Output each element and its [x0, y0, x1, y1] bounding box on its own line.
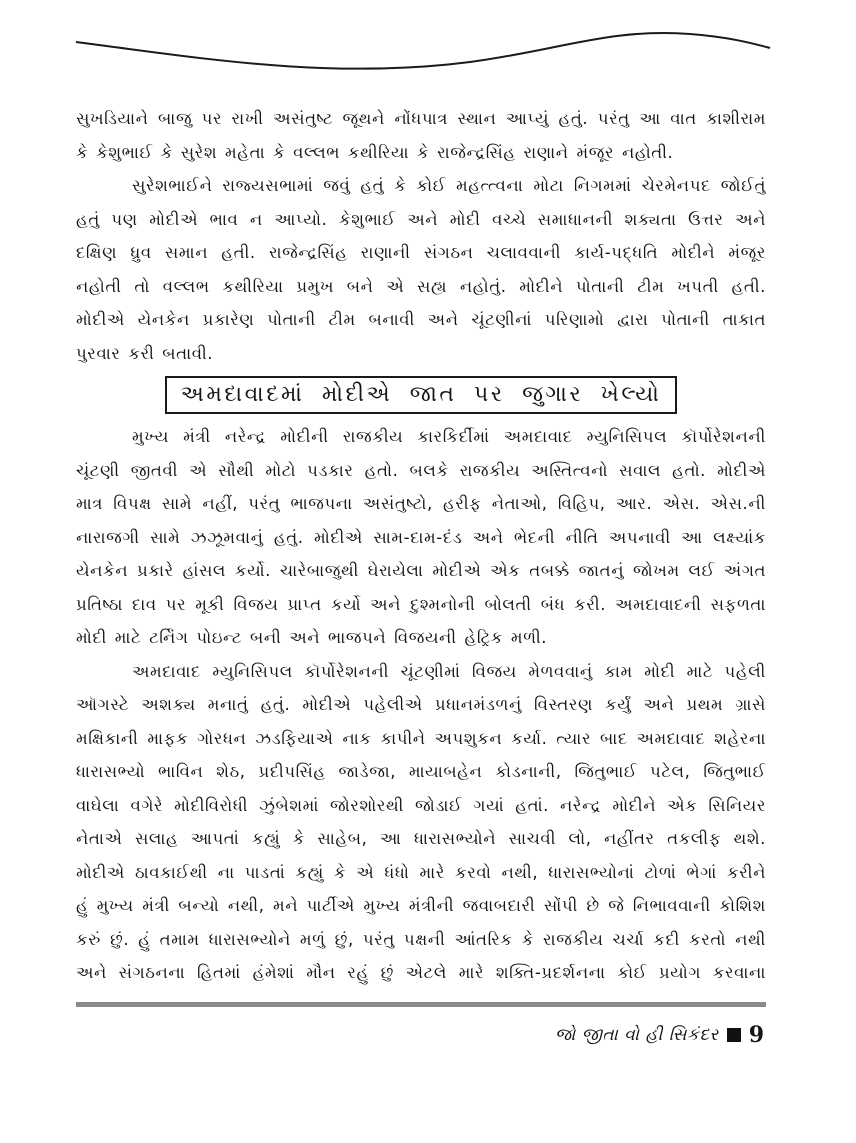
text-line: પુરવાર કરી બતાવી. — [76, 343, 214, 363]
black-square-icon — [727, 1028, 741, 1042]
text-line: અને સંગઠનના હિતમાં હંમેશાં મૌન રહું છું એટલે મારે શક્તિ-પ્રદર્શનના કોઈ પ્રયોગ કરવાના — [76, 963, 766, 982]
text-line: નહોતી તો વલ્લભ કથીરિયા પ્રમુખ બને એ સહ્ય નહોતું. મોદીને પોતાની ટીમ ખપતી હતી. — [76, 276, 766, 296]
text-line: હતું પણ મોદીએ ભાવ ન આપ્યો. કેશુભાઈ અને મોદી વચ્ચે સમાધાનની શક્યતા ઉત્તર અને — [76, 209, 766, 229]
decorative-wave-divider — [0, 0, 856, 100]
text-line: વાઘેલા વગેરે મોદીવિરોધી ઝુંબેશમાં જોરશોરથી જોડાઈ ગયાં હતાં. નરેન્દ્ર મોદીને એક સિનિયર — [76, 795, 766, 815]
section-heading-wrap — [76, 376, 766, 414]
page-body — [76, 102, 766, 990]
text-line: મક્ષિકાની માફક ગોરધન ઝડફિયાએ નાક કાપીને અપશુકન કર્યા. ત્યાર બાદ અમદાવાદ શહેરના — [76, 728, 766, 748]
footer-divider — [76, 1002, 766, 1007]
text-line: કરું છું. હું તમામ ધારાસભ્યોને મળું છું, પરંતુ પક્ષની આંતરિક કે રાજકીય ચર્ચા કદી કરતો નથી — [76, 929, 766, 949]
paragraph-3 — [76, 420, 766, 655]
text-line: દક્ષિણ ધ્રુવ સમાન હતી. રાજેન્દ્રસિંહ રાણાની સંગઠન ચલાવવાની કાર્ય-પદ્ધતિ મોદીને મંજૂર — [76, 243, 766, 262]
text-line: નારાજગી સામે ઝઝૂમવાનું હતું. મોદીએ સામ-દામ-દંડ અને ભેદની નીતિ અપનાવી આ લક્ષ્યાંક — [76, 527, 766, 547]
text-line: સુરેશભાઈને રાજ્યસભામાં જવું હતું કે કોઈ મહત્ત્વના મોટા નિગમમાં ચેરમેનપદ જોઈતું — [132, 176, 766, 195]
text-line: પ્રતિષ્ઠા દાવ પર મૂકી વિજય પ્રાપ્ત કર્યો અને દુશ્મનોની બોલતી બંધ કરી. અમદાવાદની સફળતા — [76, 594, 766, 614]
text-line: ધારાસભ્યો ભાવિન શેઠ, પ્રદીપસિંહ જાડેજા, માયાબહેન કોડનાની, જિતુભાઈ પટેલ, જિતુભાઈ — [76, 762, 766, 781]
text-line: માત્ર વિપક્ષ સામે નહીં, પરંતુ ભાજપના અસંતુષ્ટો, હરીફ નેતાઓ, વિહિપ, આર. એસ. એસ.ની — [76, 494, 766, 513]
text-line: ઑગસ્ટે અશક્ય મનાતું હતું. મોદીએ પહેલીએ પ્રધાનમંડળનું વિસ્તરણ કર્યું અને પ્રથમ ગ્રાસે — [76, 695, 766, 714]
paragraph-1 — [76, 102, 766, 169]
text-line: હું મુખ્ય મંત્રી બન્યો નથી, મને પાર્ટીએ મુખ્ય મંત્રીની જવાબદારી સોંપી છે જે નિભાવવાની કોશિશ — [76, 896, 766, 915]
text-line: નેતાએ સલાહ આપતાં કહ્યું કે સાહેબ, આ ધારાસભ્યોને સાચવી લો, નહીંતર તકલીફ થશે. — [76, 829, 766, 848]
book-title: જો જીતા વો હી સિકંદર — [554, 1025, 719, 1045]
text-line: અમદાવાદ મ્યુનિસિપલ કૉર્પોરેશનની ચૂંટણીમાં વિજય મેળવવાનું કામ મોદી માટે પહેલી — [132, 661, 766, 681]
paragraph-4 — [76, 655, 766, 990]
text-line: યેનકેન પ્રકારે હાંસલ કર્યો. ચારેબાજુથી ઘેરાયેલા મોદીએ એક તબક્કે જાતનું જોખમ લઈ અંગત — [76, 561, 766, 580]
section-heading: અમદાવાદમાં મોદીએ જાત પર જુગાર ખેલ્યો — [165, 376, 678, 414]
text-line: કે કેશુભાઈ કે સુરેશ મહેતા કે વલ્લભ કથીરિયા કે રાજેન્દ્રસિંહ રાણાને મંજૂર નહોતી. — [76, 142, 674, 162]
text-line: મોદી માટે ટર્નિંગ પોઇન્ટ બની અને ભાજપને વિજયની હેટ્રિક મળી. — [76, 628, 548, 647]
paragraph-2 — [76, 169, 766, 370]
text-line: મોદીએ યેનકેન પ્રકારેણ પોતાની ટીમ બનાવી અને ચૂંટણીનાં પરિણામો દ્વારા પોતાની તાકાત — [76, 310, 766, 329]
text-line: મુખ્ય મંત્રી નરેન્દ્ર મોદીની રાજકીય કારકિર્દીમાં અમદાવાદ મ્યુનિસિપલ કૉર્પોરેશનની — [132, 427, 766, 446]
text-line: મોદીએ ઠાવકાઈથી ના પાડતાં કહ્યું કે એ ધંધો મારે કરવો નથી, ધારાસભ્યોનાં ટોળાં ભેગાં કરીને — [76, 862, 766, 882]
text-line: સુખડિયાને બાજુ પર રાખી અસંતુષ્ટ જૂથને નોંધપાત્ર સ્થાન આપ્યું હતું. પરંતુ આ વાત કાશીરામ — [76, 109, 766, 128]
text-line: ચૂંટણી જીતવી એ સૌથી મોટો પડકાર હતો. બલકે રાજકીય અસ્તિત્વનો સવાલ હતો. મોદીએ — [76, 460, 766, 480]
page-number: 9 — [748, 1022, 764, 1048]
page-footer — [555, 1022, 764, 1048]
